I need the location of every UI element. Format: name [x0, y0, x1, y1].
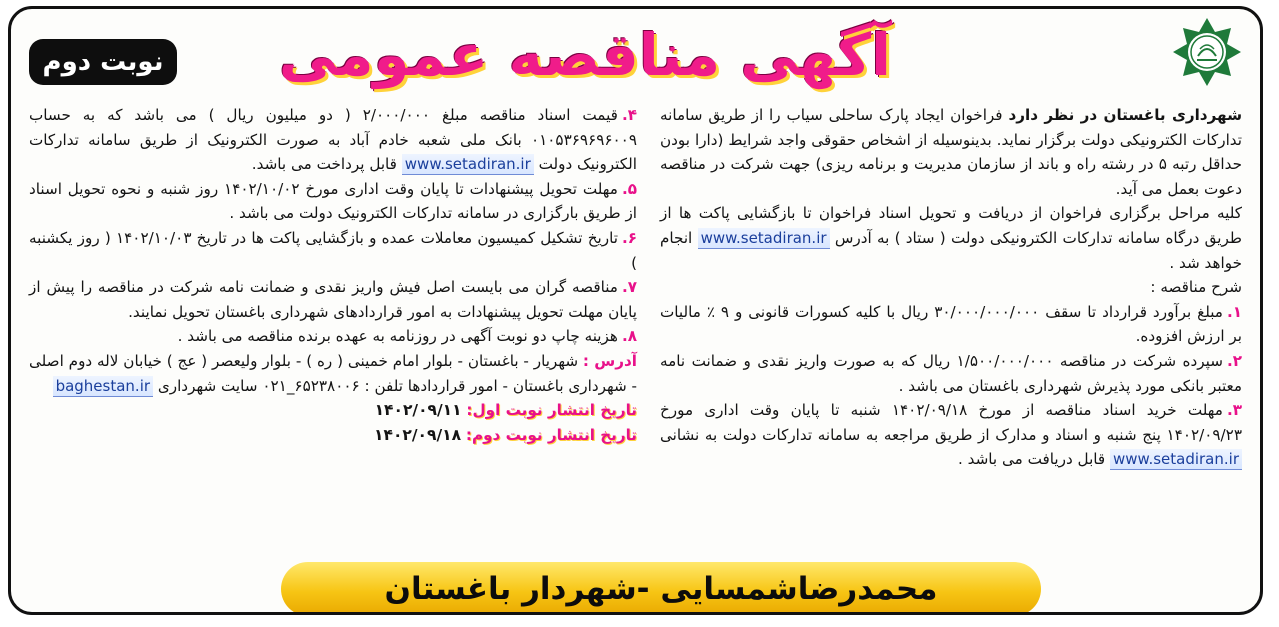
setadiran-link[interactable]: www.setadiran.ir — [402, 154, 534, 175]
list-item — [29, 177, 637, 226]
stages-text: کلیه مراحل برگزاری فراخوان از دریافت و تحویل اسناد فراخوان تا بازگشایی پاکت ها از طریق درگاه سامانه تدارکات الکترونیکی دولت ( ستاد ) به آدرس — [660, 204, 1243, 247]
municipality-emblem-icon — [1172, 17, 1242, 87]
advertisement-frame — [8, 6, 1263, 615]
first-publication-label: تاریخ انتشار نوبت اول: — [466, 401, 637, 420]
item-number: ۷. — [621, 278, 637, 297]
address-text: شهریار - باغستان - بلوار امام خمینی ( ره ) - بلوار ولیعصر ( عج ) خیابان لاله دوم اصلی - شهرداری باغستان - امور قراردادها تلفن : ۶۵۲۳۸۰۰۶_۰۲۱ سایت شهرداری — [29, 351, 637, 395]
right-column — [660, 103, 1242, 472]
item-text: مهلت تحویل پیشنهادات تا پایان وقت اداری مورخ ۱۴۰۲/۱۰/۰۲ روز شنبه و نحوه تحویل اسناد از طریق بارگزاری در سامانه تدارکات الکترونیک دولت می باشد . — [29, 179, 637, 223]
signature-band: محمدرضاشمسایی -شهردار باغستان — [281, 562, 1041, 615]
item-number: ۲. — [1226, 351, 1243, 370]
list-item — [29, 324, 637, 349]
left-column — [29, 103, 637, 447]
list-item — [29, 103, 637, 177]
list-item — [29, 275, 637, 324]
item-number: ۵. — [621, 179, 637, 198]
list-item — [660, 398, 1242, 472]
setadiran-link[interactable]: www.setadiran.ir — [1110, 449, 1242, 470]
item-text: مهلت خرید اسناد مناقصه از مورخ ۱۴۰۲/۰۹/۱۸ شنبه تا پایان وقت اداری مورخ ۱۴۰۲/۰۹/۲۳ پنج شنبه و اسناد و مدارک از طریق مراجعه به سامانه تدارکات دولت به نشانی — [660, 401, 1242, 444]
list-item — [29, 226, 637, 275]
stages-text-after: انجام خواهد شد . — [660, 228, 1242, 272]
first-publication-line — [29, 398, 637, 423]
municipality-site-link[interactable]: baghestan.ir — [53, 376, 153, 397]
item-text-after: قابل دریافت می باشد . — [957, 450, 1111, 469]
item-text: هزینه چاپ دو نوبت آگهی در روزنامه به عهده برنده مناقصه می باشد . — [177, 327, 618, 346]
intro-paragraph — [660, 103, 1242, 201]
page-title: آگهی مناقصه عمومی — [278, 21, 891, 89]
item-text: تاریخ تشکیل کمیسیون معاملات عمده و بازگشایی پاکت ها در تاریخ ۱۴۰۲/۱۰/۰۳ ( روز یکشنبه ) — [29, 228, 637, 272]
intro-text: فراخوان ایجاد پارک ساحلی سیاب را از طریق سامانه تدارکات الکترونیکی دولت برگزار نماید. بدینوسیله از اشخاص حقوقی واجد شرایط (دارا بودن حداقل رتبه ۵ در رشته راه و باند از سازمان مدیریت و برنامه ریزی) جهت شرکت در مناقصه دعوت بعمل می آید. — [660, 106, 1242, 198]
list-item — [660, 300, 1242, 349]
second-publication-line — [29, 423, 637, 448]
item-text: مبلغ برآورد قرارداد تا سقف ۳۰/۰۰۰/۰۰۰/۰۰۰ ریال با کلیه کسورات قانونی و ۹ ٪ مالیات بر ارزش افزوده. — [660, 302, 1242, 346]
item-text: سپرده شرکت در مناقصه ۱/۵۰۰/۰۰۰/۰۰۰ ریال که به صورت واریز نقدی و ضمانت نامه معتبر بانکی مورد پذیرش شهرداری باغستان می باشد . — [660, 351, 1242, 395]
item-text-after: قابل پرداخت می باشد. — [251, 155, 402, 174]
intro-bold: شهرداری باغستان در نظر دارد — [1008, 106, 1243, 124]
setadiran-link[interactable]: www.setadiran.ir — [698, 228, 830, 249]
first-publication-date: ۱۴۰۲/۰۹/۱۱ — [374, 401, 462, 420]
item-number: ۸. — [621, 327, 637, 346]
description-heading: شرح مناقصه : — [1150, 278, 1242, 297]
item-number: ۳. — [1226, 401, 1242, 420]
list-item — [660, 349, 1242, 398]
round-badge: نوبت دوم — [29, 39, 177, 85]
address-label: آدرس : — [582, 351, 637, 370]
item-number: ۱. — [1226, 302, 1242, 321]
stages-paragraph — [660, 201, 1242, 275]
address-paragraph — [29, 349, 637, 398]
item-number: ۶. — [621, 228, 637, 247]
second-publication-label: تاریخ انتشار نوبت دوم: — [465, 425, 637, 444]
second-publication-date: ۱۴۰۲/۰۹/۱۸ — [374, 425, 462, 444]
item-text: قیمت اسناد مناقصه مبلغ ۲/۰۰۰/۰۰۰ ( دو میلیون ریال ) می باشد که به حساب ۰۱۰۵۳۶۹۶۹۶۰۰۹ بانک ملی شعبه خادم آباد به صورت الکترونیک از طریق سامانه تدارکات الکترونیک دولت — [29, 106, 637, 174]
item-text: مناقصه گران می بایست اصل فیش واریز نقدی و ضمانت نامه شرکت در مناقصه را پیش از پایان مهلت تحویل پیشنهادات به امور قراردادهای شهرداری باغستان تحویل نمایند. — [29, 278, 637, 321]
item-number: ۴. — [621, 106, 637, 124]
